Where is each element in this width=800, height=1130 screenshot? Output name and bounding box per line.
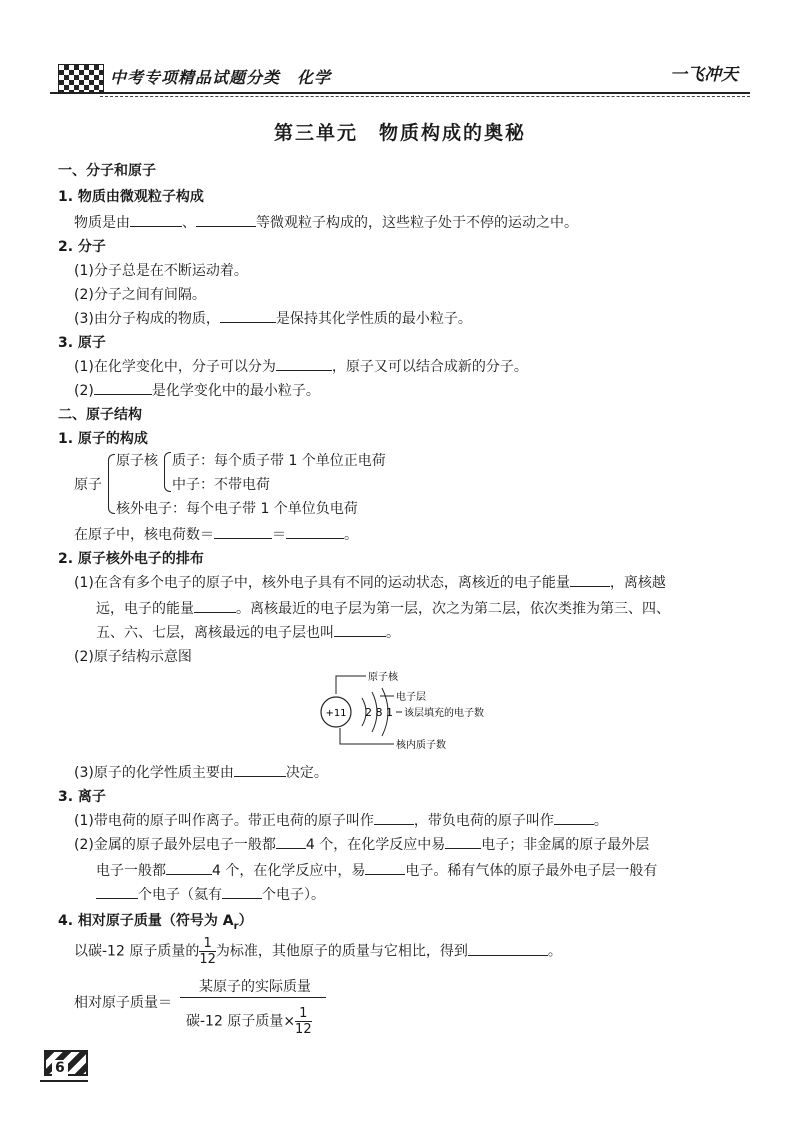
charge-text-a: 在原子中，核电荷数＝ <box>74 527 214 543</box>
s2-q3-2-text-e: 4 个，在化学反应中，易 <box>212 863 366 879</box>
q3-1-text-b: ，原子又可以结合成新的分子。 <box>331 359 528 375</box>
s2-q2-3-text-a: (3)原子的化学性质主要由 <box>74 765 234 781</box>
q2-1: (1)分子总是在不断运动着。 <box>74 263 248 279</box>
header-checker-icon <box>58 64 104 94</box>
section-heading-molecules-atoms: 一、分子和原子 <box>58 163 156 179</box>
atom-structure-diagram <box>310 664 530 754</box>
s2-q3-2-text-d: 电子一般都 <box>96 863 166 879</box>
q1-title: 1. 物质由微观粒子构成 <box>58 189 204 205</box>
answer-blank[interactable] <box>334 622 386 637</box>
nucleus-brace <box>164 452 171 492</box>
charge-text-c: 。 <box>344 527 358 543</box>
atom-brace <box>108 454 115 514</box>
answer-blank[interactable] <box>445 834 481 849</box>
charge-text-b: ＝ <box>272 527 286 543</box>
frac-num: 1 <box>199 936 216 952</box>
answer-blank[interactable] <box>214 524 272 539</box>
s2-q4-title <box>58 910 253 932</box>
answer-blank[interactable] <box>96 884 138 899</box>
answer-blank[interactable] <box>286 524 344 539</box>
s2-q3-2-text-c: 电子；非金属的原子最外层 <box>481 837 650 853</box>
proton-desc: 质子：每个质子带 1 个单位正电荷 <box>172 453 386 469</box>
answer-blank[interactable] <box>130 212 182 227</box>
s2-q4-title-text: 4. 相对原子质量（符号为 A <box>58 913 234 929</box>
q3-2-text-b: 是化学变化中的最小粒子。 <box>151 383 320 399</box>
s2-q3-2-line2 <box>96 860 657 880</box>
s2-q3-2-text-h: 个电子）。 <box>262 887 325 903</box>
s2-q2-3-text-b: 决定。 <box>285 765 328 781</box>
s2-q3-title: 3. 离子 <box>58 789 106 805</box>
s2-q4-title-sub: r <box>233 920 239 932</box>
answer-blank[interactable] <box>554 810 594 825</box>
charge-line <box>74 524 358 544</box>
s2-q3-1-text-a: (1)带电荷的原子叫作离子。带正电荷的原子叫作 <box>74 813 374 829</box>
s2-q3-1-text-c: 。 <box>593 813 608 829</box>
page-number: 6 <box>52 1060 68 1076</box>
formula-left: 相对原子质量＝ <box>74 995 172 1011</box>
s2-q4-text-a: 以碳-12 原子质量的 <box>74 943 200 960</box>
s2-q2-1-line3 <box>96 622 400 642</box>
s2-q3-2-line1 <box>74 834 649 854</box>
s2-q3-2-text-f: 电子。稀有气体的原子最外电子层一般有 <box>405 863 658 879</box>
s2-q4-title-end: ） <box>238 913 253 929</box>
q1-text-c: 等微观粒子构成的，这些粒子处于不停的运动之中。 <box>256 215 578 231</box>
s2-q2-1-text-f: 。 <box>386 625 400 641</box>
q3-2-text-a: (2) <box>74 383 94 399</box>
q1-text-b: 、 <box>182 215 196 231</box>
answer-blank[interactable] <box>468 941 548 956</box>
answer-blank[interactable] <box>276 834 306 849</box>
answer-blank[interactable] <box>222 884 262 899</box>
q2-3-text-a: (3)由分子构成的物质， <box>74 311 220 327</box>
neutron-desc: 中子：不带电荷 <box>172 477 270 493</box>
frac-num: 1 <box>295 1006 312 1022</box>
q2-2: (2)分子之间有间隔。 <box>74 287 206 303</box>
s2-q2-1-text-c: 远，电子的能量 <box>96 601 194 617</box>
nucleus-label-diagram: 原子核 <box>368 672 398 683</box>
s2-q3-2-text-b: 4 个，在化学反应中易 <box>305 837 446 853</box>
answer-blank[interactable] <box>220 308 276 323</box>
s2-q2-2: (2)原子结构示意图 <box>74 649 192 665</box>
answer-blank[interactable] <box>570 572 610 587</box>
answer-blank[interactable] <box>365 860 405 875</box>
atom-label: 原子 <box>74 477 102 493</box>
nucleus-label: 原子核 <box>116 453 158 469</box>
s2-q4-text-b: 为标准，其他原子的质量与它相比，得到 <box>215 943 468 960</box>
frac-den: 12 <box>199 952 216 967</box>
q3-2-line <box>74 380 320 400</box>
frac-den: 12 <box>295 1022 312 1037</box>
s2-q2-title: 2. 原子核外电子的排布 <box>58 551 204 567</box>
answer-blank[interactable] <box>94 380 152 395</box>
q2-3-text-b: 是保持其化学性质的最小粒子。 <box>275 311 472 327</box>
fill-label: 该层填充的电子数 <box>404 708 484 719</box>
section-heading-atomic-structure: 二、原子结构 <box>58 407 142 423</box>
q3-title: 3. 原子 <box>58 335 106 351</box>
header-brand: 一飞冲天 <box>670 65 738 85</box>
s2-q2-1-text-a: (1)在含有多个电子的原子中，核外电子具有不同的运动状态，离核近的电子能量 <box>74 575 570 591</box>
s2-q4-text-c: 。 <box>547 943 562 960</box>
answer-blank[interactable] <box>194 598 236 613</box>
proton-pointer <box>340 728 394 744</box>
s2-q3-2-line3 <box>96 884 325 904</box>
nucleus-pointer <box>336 676 366 694</box>
s2-q1-title: 1. 原子的构成 <box>58 431 148 447</box>
s2-q2-1-text-e: 五、六、七层，离核最远的电子层也叫 <box>96 625 334 641</box>
page-title: 第三单元 物质构成的奥秘 <box>273 122 526 144</box>
formula-numerator: 某原子的实际质量 <box>199 979 311 995</box>
s2-q3-1-text-b: ，带负电荷的原子叫作 <box>413 813 554 829</box>
answer-blank[interactable] <box>276 356 332 371</box>
q3-1-text-a: (1)在化学变化中，分子可以分为 <box>74 359 276 375</box>
q3-1-line <box>74 356 528 376</box>
header-rule <box>50 92 750 94</box>
fraction-one-twelfth <box>199 936 216 967</box>
s2-q2-1-line2 <box>96 598 670 618</box>
fraction-one-twelfth-2 <box>295 1006 312 1037</box>
s2-q2-3-line <box>74 762 328 782</box>
q2-3-line <box>74 308 472 328</box>
s2-q2-1-line1 <box>74 572 666 592</box>
s2-q3-2-text-a: (2)金属的原子最外层电子一般都 <box>74 837 276 853</box>
s2-q3-2-text-g: 个电子（氦有 <box>138 887 222 903</box>
proton-count-label: 核内质子数 <box>396 740 446 751</box>
q2-title: 2. 分子 <box>58 239 106 255</box>
header-rule-dashed <box>100 96 750 97</box>
s2-q2-1-text-d: 。离核最近的电子层为第一层，次之为第二层，依次类推为第三、四、 <box>236 601 670 617</box>
formula-denominator-line <box>186 1006 312 1037</box>
answer-blank[interactable] <box>374 810 414 825</box>
s2-q2-1-text-b: ，离核越 <box>609 575 666 591</box>
nucleus-charge: +11 <box>325 708 347 719</box>
q1-line <box>74 212 578 232</box>
header-title: 中考专项精品试题分类 化学 <box>110 68 332 87</box>
formula-bar <box>180 997 326 998</box>
shell-label: 电子层 <box>396 692 426 703</box>
formula-denominator: 碳-12 原子质量× <box>186 1013 296 1030</box>
electron-desc: 核外电子：每个电子带 1 个单位负电荷 <box>116 501 358 517</box>
s2-q4-line <box>74 936 562 967</box>
answer-blank[interactable] <box>196 212 256 227</box>
answer-blank[interactable] <box>234 762 286 777</box>
s2-q3-1-line <box>74 810 608 830</box>
electron-counts: 2 8 1 <box>365 706 393 719</box>
q1-text-a: 物质是由 <box>74 215 130 231</box>
answer-blank[interactable] <box>166 860 212 875</box>
